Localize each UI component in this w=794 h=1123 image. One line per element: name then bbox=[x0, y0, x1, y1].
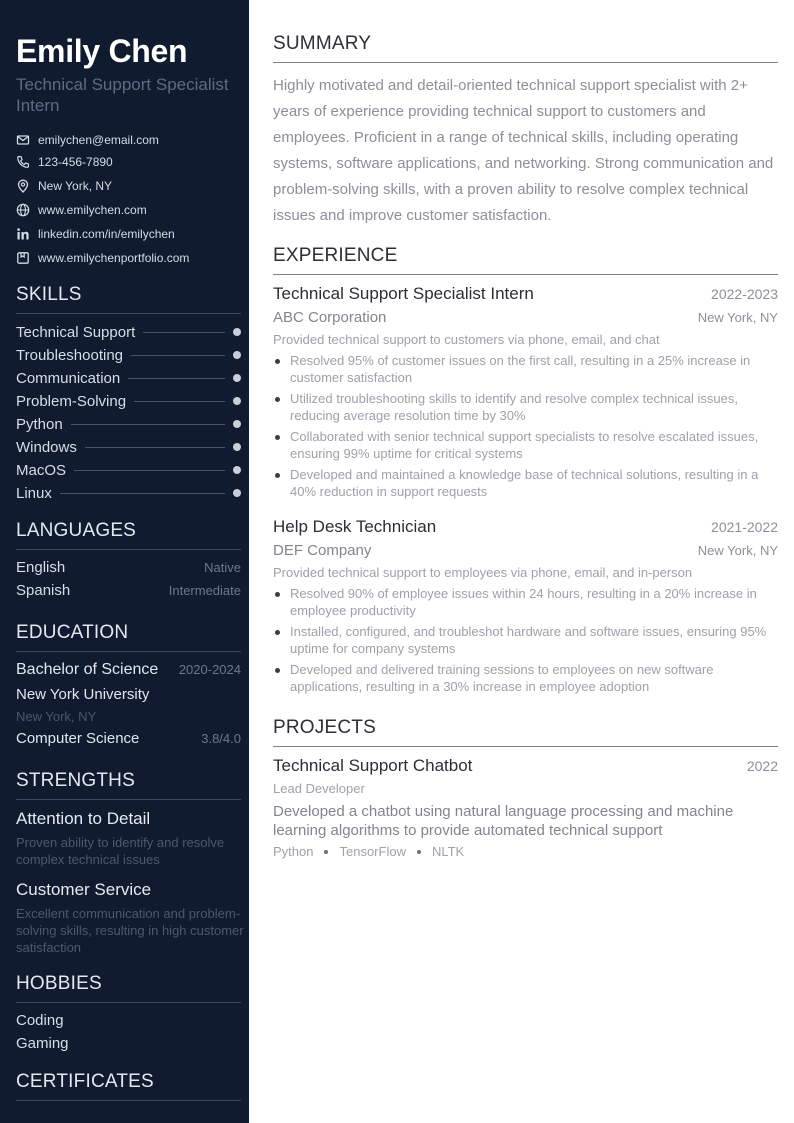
education-school: New York University bbox=[16, 686, 150, 703]
skill-item bbox=[16, 368, 241, 388]
skill-label: Python bbox=[16, 415, 63, 433]
candidate-name: Emily Chen bbox=[16, 33, 188, 69]
job-bullet: Collaborated with senior technical support specialists to resolve escalated issues, ensuring 99% uptime for critical systems bbox=[273, 428, 778, 462]
strength-title: Attention to Detail bbox=[16, 809, 151, 828]
contact-phone-text: 123-456-7890 bbox=[38, 155, 113, 169]
job-company: DEF Company bbox=[273, 542, 372, 559]
education-degree-row bbox=[16, 661, 241, 679]
skill-item bbox=[16, 391, 241, 411]
contact-linkedin[interactable] bbox=[16, 225, 175, 243]
skill-dot bbox=[233, 443, 241, 451]
project-header bbox=[273, 756, 778, 776]
job-bullet: Developed and delivered training sessions to employees on new software applications, resulting in a 30% increase in employee adoption bbox=[273, 661, 778, 695]
skill-divider-line bbox=[131, 355, 225, 356]
education-years: 2020-2024 bbox=[178, 662, 241, 677]
job-company-row bbox=[273, 542, 778, 559]
project-year: 2022 bbox=[746, 758, 778, 774]
education-location: New York, NY bbox=[16, 709, 97, 724]
location-pin-icon bbox=[16, 179, 30, 193]
skill-label: Problem-Solving bbox=[16, 392, 127, 410]
skill-dot bbox=[233, 466, 241, 474]
certificates-heading: CERTIFICATES bbox=[16, 1071, 241, 1101]
job-bullet: Installed, configured, and troubleshot hardware and software issues, ensuring 95% uptime for company systems bbox=[273, 623, 778, 657]
job-company-row bbox=[273, 309, 778, 326]
sidebar bbox=[0, 0, 249, 1123]
skill-dot bbox=[233, 397, 241, 405]
project-tool: TensorFlow bbox=[339, 844, 406, 859]
tool-separator-dot bbox=[324, 850, 328, 854]
education-gpa: 3.8/4.0 bbox=[201, 731, 241, 746]
skill-dot bbox=[233, 489, 241, 497]
job-header bbox=[273, 517, 778, 537]
contact-email-text: emilychen@email.com bbox=[38, 133, 159, 147]
language-level: Native bbox=[204, 560, 241, 575]
strength-description: Excellent communication and problem-solving skills, resulting in high customer satisfaction bbox=[16, 906, 244, 955]
job-bullet: Developed and maintained a knowledge base of technical solutions, resulting in a 40% reduction in support requests bbox=[273, 466, 778, 500]
skill-divider-line bbox=[134, 401, 225, 402]
skill-label: Communication bbox=[16, 369, 121, 387]
project-description: Developed a chatbot using natural language processing and machine learning algorithms to provide automated technical support bbox=[273, 803, 734, 839]
language-item bbox=[16, 582, 241, 599]
language-item bbox=[16, 559, 241, 576]
job-dates: 2021-2022 bbox=[711, 519, 778, 535]
job-location: New York, NY bbox=[697, 310, 778, 325]
project-tool: Python bbox=[273, 844, 314, 859]
job-bullet-list bbox=[273, 585, 778, 699]
job-title: Technical Support Specialist Intern bbox=[273, 284, 534, 303]
project-tool: NLTK bbox=[431, 844, 465, 859]
skill-label: Troubleshooting bbox=[16, 346, 124, 364]
skill-dot bbox=[233, 374, 241, 382]
project-tools bbox=[273, 844, 464, 859]
job-bullet: Resolved 90% of employee issues within 24 hours, resulting in a 20% increase in employee productivity bbox=[273, 585, 778, 619]
skill-divider-line bbox=[74, 470, 225, 471]
skill-divider-line bbox=[85, 447, 225, 448]
hobby-item: Gaming bbox=[16, 1035, 69, 1052]
linkedin-icon bbox=[16, 227, 30, 241]
hobbies-heading: HOBBIES bbox=[16, 973, 241, 1003]
skill-divider-line bbox=[143, 332, 225, 333]
job-bullet: Utilized troubleshooting skills to identify and resolve complex technical issues, reducing average resolution time by 30% bbox=[273, 390, 778, 424]
skill-dot bbox=[233, 328, 241, 336]
education-heading: EDUCATION bbox=[16, 622, 241, 652]
skill-divider-line bbox=[60, 493, 225, 494]
language-level: Intermediate bbox=[168, 583, 241, 598]
skill-item bbox=[16, 460, 241, 480]
skills-heading: SKILLS bbox=[16, 284, 241, 314]
hobby-item: Coding bbox=[16, 1012, 64, 1029]
tool-separator-dot bbox=[417, 850, 421, 854]
job-description: Provided technical support to employees via phone, email, and in-person bbox=[273, 565, 693, 580]
job-dates: 2022-2023 bbox=[711, 286, 778, 302]
languages-heading: LANGUAGES bbox=[16, 520, 241, 550]
portfolio-icon bbox=[16, 251, 30, 265]
job-header bbox=[273, 284, 778, 304]
skill-label: Linux bbox=[16, 484, 52, 502]
contact-email[interactable] bbox=[16, 131, 159, 149]
skill-label: Windows bbox=[16, 438, 77, 456]
phone-icon bbox=[16, 155, 30, 169]
skill-item bbox=[16, 483, 241, 503]
skill-item bbox=[16, 437, 241, 457]
contact-portfolio-text: www.emilychenportfolio.com bbox=[38, 251, 190, 265]
skill-divider-line bbox=[128, 378, 225, 379]
skill-label: Technical Support bbox=[16, 323, 136, 341]
skill-dot bbox=[233, 351, 241, 359]
contact-website[interactable] bbox=[16, 201, 147, 219]
summary-text: Highly motivated and detail-oriented technical support specialist with 2+ years of experience providing technical support to customers and employees. Proficient in a range of technical skills, including operating systems, software applications, and networking. Strong communication and problem-solving skills, with a proven ability to resolve complex technical issues and improve customer satisfaction. bbox=[273, 77, 774, 224]
projects-heading: PROJECTS bbox=[273, 717, 778, 747]
summary-heading: SUMMARY bbox=[273, 33, 778, 63]
education-field-row bbox=[16, 730, 241, 747]
project-role: Lead Developer bbox=[273, 781, 365, 796]
contact-linkedin-text: linkedin.com/in/emilychen bbox=[38, 227, 175, 241]
language-name: Spanish bbox=[16, 582, 71, 599]
experience-heading: EXPERIENCE bbox=[273, 245, 778, 275]
contact-location-text: New York, NY bbox=[38, 179, 113, 193]
education-field: Computer Science bbox=[16, 730, 140, 747]
contact-location bbox=[16, 177, 112, 195]
skill-divider-line bbox=[71, 424, 225, 425]
job-company: ABC Corporation bbox=[273, 309, 387, 326]
contact-website-text: www.emilychen.com bbox=[38, 203, 147, 217]
job-description: Provided technical support to customers via phone, email, and chat bbox=[273, 332, 660, 347]
skill-item bbox=[16, 322, 241, 342]
job-title: Help Desk Technician bbox=[273, 517, 437, 536]
globe-icon bbox=[16, 203, 30, 217]
strength-title: Customer Service bbox=[16, 880, 152, 899]
project-title: Technical Support Chatbot bbox=[273, 756, 473, 775]
skill-item bbox=[16, 414, 241, 434]
education-degree: Bachelor of Science bbox=[16, 661, 159, 678]
strength-description: Proven ability to identify and resolve complex technical issues bbox=[16, 835, 225, 867]
skill-label: MacOS bbox=[16, 461, 67, 479]
job-bullet-list bbox=[273, 352, 778, 504]
candidate-role: Technical Support Specialist Intern bbox=[16, 75, 229, 115]
mail-icon bbox=[16, 133, 30, 147]
language-name: English bbox=[16, 559, 66, 576]
skill-dot bbox=[233, 420, 241, 428]
skill-item bbox=[16, 345, 241, 365]
job-location: New York, NY bbox=[697, 543, 778, 558]
contact-portfolio[interactable] bbox=[16, 249, 189, 267]
job-bullet: Resolved 95% of customer issues on the first call, resulting in a 25% increase in customer satisfaction bbox=[273, 352, 778, 386]
strengths-heading: STRENGTHS bbox=[16, 770, 241, 800]
contact-phone[interactable] bbox=[16, 153, 113, 171]
education-school-row bbox=[16, 686, 241, 703]
